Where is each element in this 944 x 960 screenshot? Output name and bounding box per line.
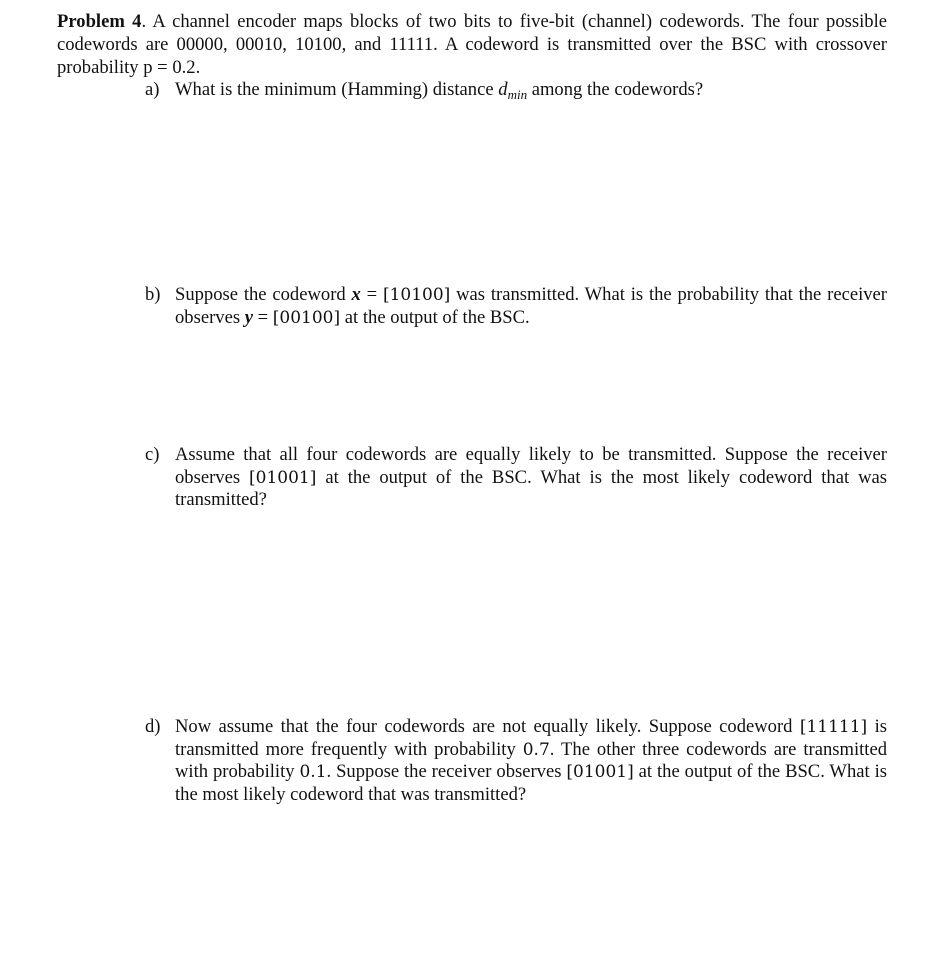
part-a-label: a) [145,79,160,100]
problem-statement [57,10,887,79]
part-d-text-4: . Suppose the receiver observes [326,761,567,782]
part-b-text-2: was transmitted. What is the probability that the receiver observes [175,284,887,328]
part-a-question [175,79,887,102]
part-b-label: b) [145,284,161,305]
part-d-text-2: is transmitted more frequently with probability [175,716,887,760]
part-c-label: c) [145,444,160,465]
part-b-text-1: Suppose the codeword [175,284,352,305]
problem-title: Problem 4 [57,11,142,32]
received-vector: [01001] [249,467,317,488]
vector-y: [00100] [272,307,341,328]
part-d-text-3: . The other three codewords are transmitted with probability [175,738,887,782]
var-x: x [351,284,361,305]
var-y: y [244,306,253,328]
equals-sign-2: = [252,306,273,328]
part-a-text-end: among the codewords? [527,79,704,100]
part-b [145,284,887,329]
part-d-text-1: Now assume that the four codewords are not equally likely. Suppose codeword [175,716,800,737]
part-d-label: d) [145,716,161,737]
probability-other: 0.1 [299,762,327,782]
part-b-text-3: at the output of the BSC. [340,306,530,328]
part-d-question [175,716,887,806]
part-c [145,444,887,512]
part-c-text-2: at the output of the BSC. What is the most likely codeword that was transmitted? [175,466,887,510]
vector-x: [10100] [382,285,451,305]
equals-sign-1: = [360,284,383,305]
dmin-subscript: min [507,87,528,102]
part-c-question [175,444,887,512]
part-a [145,79,887,102]
part-d [145,716,887,806]
part-d-text-5: at the output of the BSC. What is the most likely codeword that was transmitted? [175,761,888,805]
dmin-symbol: d [498,79,508,100]
part-a-text: What is the minimum (Hamming) distance [175,79,499,100]
part-b-question [175,284,887,329]
probability-frequent: 0.7 [522,739,550,760]
part-c-text-1: Assume that all four codewords are equally likely to be transmitted. Suppose the receiver observes [175,444,887,488]
problem-intro-text: . A channel encoder maps blocks of two bits to five-bit (channel) codewords. The four possible codewords are 00000, 00010, 10100, and 11111. A codeword is transmitted over the BSC with crossover probability p = 0.2. [57,11,887,78]
codeword-vector: [11111] [799,717,868,737]
received-vector-d: [01001] [566,762,634,782]
